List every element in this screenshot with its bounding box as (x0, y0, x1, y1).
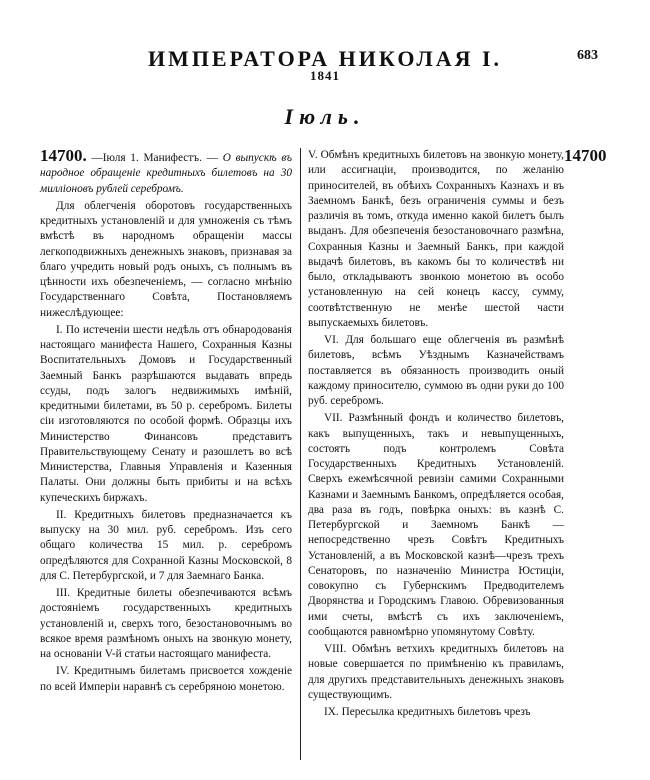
right-column (308, 148, 564, 722)
margin-entry-number: 14700 (564, 146, 607, 165)
year-heading: 1841 (310, 68, 340, 83)
paragraph: Для облегченія оборотовъ государственныхъ кредитныхъ установленій и для умноженія съ тѣмъ вмѣстѣ въ народномъ обращеніи массы легкоподвижныхъ денежныхъ знаковъ, признавая за благо учредить новый родъ оныхъ, съ полнымъ въ цѣнности ихъ обезпеченіемъ, — согласно мнѣнію Государственнаго Совѣта, Постановляемъ нижеслѣдующее: (40, 199, 292, 319)
entry-title: О выпускѣ въ народное обращеніе кредитныхъ билетовъ на 30 милліоновъ рублей серебромъ. (40, 152, 292, 195)
page-number: 683 (577, 48, 598, 63)
paragraph: VIII. Обмѣнъ ветхихъ кредитныхъ билетовъ на новые совершается по примѣненію къ правиламъ, для другихъ представительныхъ денежныхъ знаковъ существующимъ. (308, 643, 564, 701)
paragraph: III. Кредитные билеты обезпечиваются всѣмъ достояніемъ государственныхъ кредитныхъ установленій и, сверхъ того, безостановочнымъ во всякое время размѣномъ оныхъ на звонкую монету, на основаніи V-й статьи настоящаго манифеста. (40, 587, 292, 660)
paragraph: VI. Для большаго еще облегченія въ размѣнѣ билетовъ, всѣмъ Уѣзднымъ Казначействамъ поставляется въ обязанность производить оный каждому приносителю, суммою въ одни руки до 100 руб. серебромъ. (308, 334, 564, 407)
paragraph: IV. Кредитнымъ билетамъ присвоется хожденіе по всей Имперіи наравнѣ съ серебряною монетою. (40, 665, 292, 693)
paragraph: VII. Размѣнный фондъ и количество билетовъ, какъ выпущенныхъ, такъ и невыпущенныхъ, состоятъ подъ контролемъ Совѣта Государственныхъ Кредитныхъ Установленій. Сверхъ ежемѣсячной ревизіи самими Сохранными Казнами и Заемнымъ Банкомъ, опредѣляется особая, два раза въ годъ, повѣрка оныхъ: въ казнѣ С. Петербургской и Заемномъ Банкѣ —непосредственно чрезъ Совѣтъ Кредитныхъ Установленій, а въ Московской казнѣ—чрезъ трехъ Сенаторовъ, по назначенію Министра Юстиціи, совокупно съ Губернскимъ Предводителемъ Дворянства и Городскимъ Главою. Обревизованныя ими счеты, вмѣстѣ съ ихъ заключеніемъ, сообщаются равномѣрно упомянутому Совѣту. (308, 412, 564, 638)
left-column (40, 148, 292, 697)
month-heading: Іюль. (284, 104, 366, 129)
running-title: ИМПЕРАТОРА НИКОЛАЯ I. (147, 46, 503, 71)
column-divider (300, 148, 301, 760)
entry-heading (40, 148, 292, 197)
entry-dateline: —Іюля 1. Манифестъ. — (91, 152, 218, 164)
paragraph: IX. Пересылка кредитныхъ билетовъ чрезъ (324, 706, 531, 718)
paragraph: V. Обмѣнъ кредитныхъ билетовъ на звонкую монету, или ассигнаціи, производится, по желанію приносителей, въ обѣихъ Сохранныхъ Казнахъ и въ Заемномъ Банкѣ, безъ ограниченія суммы и безъ различія въ томъ, откуда именно какой билетъ былъ выданъ. Для обезпеченія безостановочнаго размѣна, Сохранныя Казны и Заемный Банкъ, при каждой выдачѣ билетовъ, въ какомъ бы то количествѣ ни было, откладываютъ звонкою монетою въ особо установленную на сей конецъ кассу, сумму, соотвѣтственную не менѣе шестой части выпускаемыхъ билетовъ. (308, 149, 564, 329)
paragraph: I. По истеченіи шести недѣль отъ обнародованія настоящаго манифеста Нашего, Сохранныя Казны Воспитательныхъ Домовъ и Государственный Заемный Банкъ разрѣшаются выдавать впредь ссуды, подъ залогъ недвижимыхъ имѣній, кредитными билетами, въ 50 р. серебромъ. Билеты сіи изготовляются по особой формѣ. Образцы ихъ Министерство Финансовъ представитъ Правительствующему Сенату и разошлетъ во всѣ Министерства, Главныя Управленія и Казенныя Палаты. Они должны быть прибиты и на всѣхъ купеческихъ биржахъ. (40, 323, 292, 504)
paragraph: II. Кредитныхъ билетовъ предназначается къ выпуску на 30 мил. руб. серебромъ. Изъ сего общаго количества 15 мил. р. серебромъ опредѣляются для Сохранной Казны Московской, 8 для С. Петербургской, и 7 для Заемнаго Банка. (40, 508, 292, 582)
entry-number: 14700. (40, 146, 87, 165)
